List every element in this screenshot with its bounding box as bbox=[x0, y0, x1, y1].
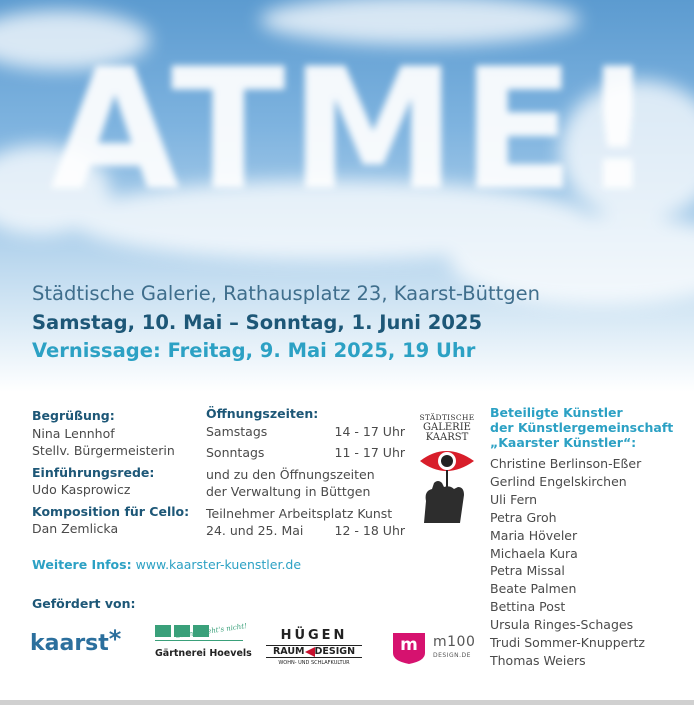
artist-name: Trudi Sommer-Knuppertz bbox=[490, 635, 645, 651]
artist-name: Gerlind Engelskirchen bbox=[490, 473, 627, 489]
workshop-time: 12 - 18 Uhr bbox=[334, 523, 405, 538]
artist-name: Ursula Ringes-Schages bbox=[490, 617, 634, 633]
hoevels-tagline: Grüner geht's nicht! bbox=[174, 622, 248, 640]
program-column bbox=[32, 407, 202, 538]
gallery-logo-line3: KAARST bbox=[425, 432, 469, 443]
artists-heading-2: der Künstlergemeinschaft bbox=[490, 420, 674, 435]
hours-note-line1: und zu den Öffnungszeiten bbox=[206, 466, 375, 482]
huegen-triangle-icon bbox=[305, 647, 315, 657]
kaarst-logo bbox=[30, 625, 122, 659]
m100-sub: DESIGN.DE bbox=[433, 652, 471, 659]
huegen-tagline: WOHN- UND SCHLAFKULTUR bbox=[278, 660, 350, 666]
m100-letter: m bbox=[400, 635, 418, 655]
greeting-role: Stellv. Bürgermeisterin bbox=[32, 443, 175, 458]
sunday-time: 11 - 17 Uhr bbox=[334, 445, 405, 460]
intro-label: Einführungsrede: bbox=[32, 464, 155, 480]
more-info bbox=[32, 557, 301, 572]
artists-heading-3: „Kaarster Künstler“: bbox=[490, 435, 637, 450]
hours-column bbox=[206, 405, 405, 540]
workshop-dates: 24. und 25. Mai bbox=[206, 523, 304, 538]
artist-name: Christine Berlinson-Eßer bbox=[490, 456, 642, 471]
greeting-name: Nina Lennhof bbox=[32, 425, 115, 441]
hoevels-name: Gärtnerei Hoevels bbox=[155, 648, 252, 659]
gallery-logo-line1: STÄDTISCHE bbox=[419, 413, 475, 422]
sunday-label: Sonntags bbox=[206, 445, 265, 460]
artists-column bbox=[490, 405, 673, 670]
more-info-label: Weitere Infos: bbox=[32, 557, 132, 572]
artist-name: Michaela Kura bbox=[490, 545, 578, 561]
hours-sunday-row bbox=[206, 444, 405, 462]
huegen-raum: RAUM bbox=[272, 646, 305, 657]
eye-hand-icon bbox=[414, 443, 480, 523]
hoevels-logo bbox=[155, 622, 252, 670]
hero-title: ATME! bbox=[49, 32, 661, 228]
artist-name: Bettina Post bbox=[490, 599, 566, 615]
artists-list bbox=[490, 455, 673, 670]
kaarst-logo-text: kaarst bbox=[30, 631, 109, 656]
artist-name: Petra Missal bbox=[490, 563, 565, 579]
website-link[interactable]: www.kaarster-kuenstler.de bbox=[135, 557, 302, 572]
gallery-logo bbox=[414, 413, 480, 528]
hours-label: Öffnungszeiten: bbox=[206, 406, 319, 421]
artist-name: Beate Palmen bbox=[490, 581, 577, 597]
saturday-time: 14 - 17 Uhr bbox=[334, 423, 405, 439]
kaarst-star-icon: * bbox=[108, 625, 122, 653]
saturday-label: Samstags bbox=[206, 423, 268, 439]
huegen-design: DESIGN bbox=[314, 646, 356, 657]
artist-name: Petra Groh bbox=[490, 509, 557, 525]
bottom-border bbox=[0, 700, 694, 705]
huegen-subtitle bbox=[266, 645, 362, 658]
artist-name: Maria Höveler bbox=[490, 527, 578, 543]
hours-saturday-row bbox=[206, 423, 405, 441]
workshop-line: Teilnehmer Arbeitsplatz Kunst bbox=[206, 505, 393, 521]
sponsored-label: Gefördert von: bbox=[32, 596, 136, 611]
artist-name: Uli Fern bbox=[490, 491, 538, 507]
workshop-row bbox=[206, 522, 405, 540]
huegen-title: HÜGEN bbox=[280, 628, 348, 643]
m100-name: m100 bbox=[433, 634, 476, 650]
cello-label: Komposition für Cello: bbox=[32, 503, 190, 519]
intro-name: Udo Kasprowicz bbox=[32, 482, 131, 497]
greeting-label: Begrüßung: bbox=[32, 408, 115, 423]
huegen-logo bbox=[266, 629, 362, 666]
venue-line: Städtische Galerie, Rathausplatz 23, Kaarst-Büttgen bbox=[32, 282, 540, 305]
artists-heading-1: Beteiligte Künstler bbox=[490, 405, 623, 420]
hours-note-line2: der Verwaltung in Büttgen bbox=[206, 484, 371, 499]
vernissage-line: Vernissage: Freitag, 9. Mai 2025, 19 Uhr bbox=[32, 339, 476, 362]
m100-logo bbox=[391, 631, 481, 665]
gallery-logo-line2: GALERIE bbox=[423, 422, 471, 433]
artist-name: Thomas Weiers bbox=[490, 652, 586, 668]
cello-name: Dan Zemlicka bbox=[32, 521, 119, 536]
dates-line: Samstag, 10. Mai – Sonntag, 1. Juni 2025 bbox=[32, 311, 483, 334]
